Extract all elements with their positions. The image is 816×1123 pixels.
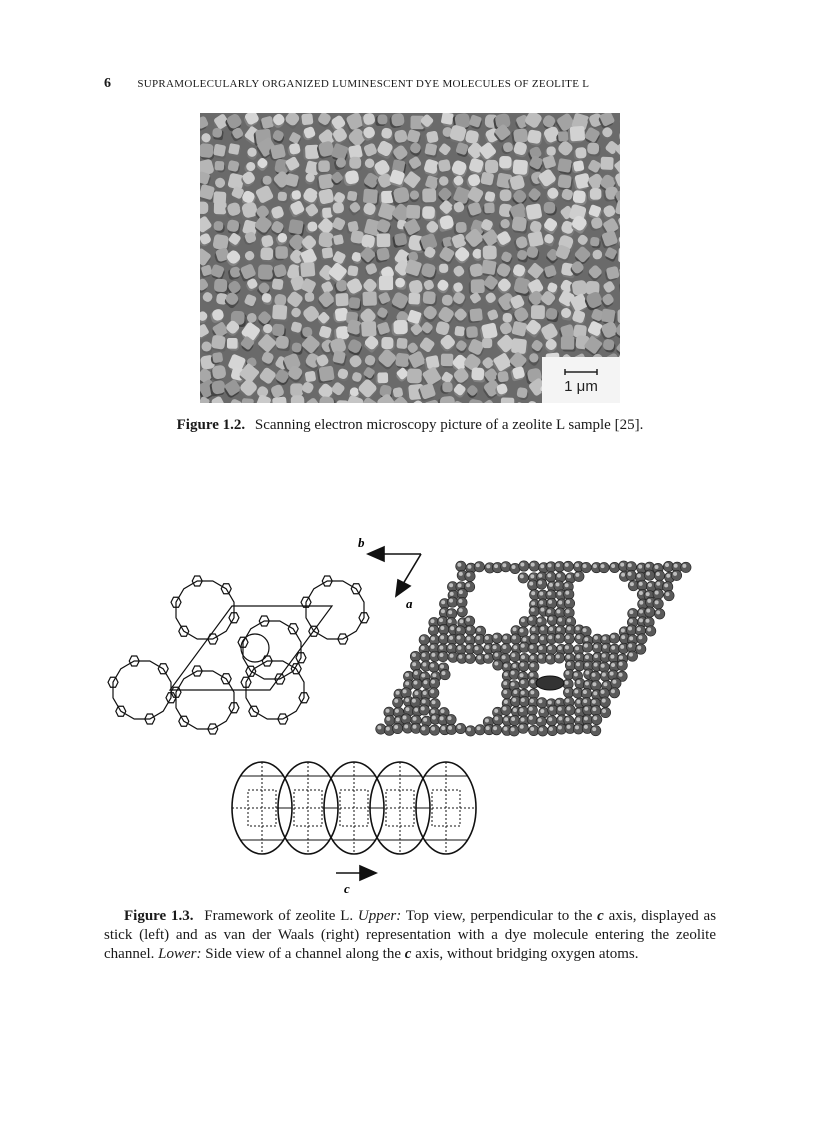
caption-part5: axis, without bridging oxygen atoms. <box>415 946 639 962</box>
axis-c-label: c <box>344 881 350 896</box>
axis-a-label: a <box>406 596 413 611</box>
figure-1-2-label: Figure 1.2. <box>176 417 246 433</box>
caption-part3: axis, displayed as stick (left) and as van der Waals (right) representation with a dye molecule entering the zeolite channel. <box>104 908 717 962</box>
channel-side-view <box>232 762 476 854</box>
caption-c-axis-1: c <box>597 908 604 924</box>
axis-b-label: b <box>358 535 365 550</box>
running-title: SUPRAMOLECULARLY ORGANIZED LUMINESCENT DYE MOLECULES OF ZEOLITE L <box>137 78 590 90</box>
stick-representation <box>108 576 369 734</box>
caption-upper: Upper: <box>357 908 402 924</box>
caption-part4: Side view of a channel along the <box>205 946 402 962</box>
scale-bar-label: 1 μm <box>564 378 598 395</box>
page-number: 6 <box>104 76 112 91</box>
figure-1-3-caption <box>104 907 716 964</box>
caption-part2: Top view, perpendicular to the <box>405 908 593 924</box>
caption-lower: Lower: <box>158 946 202 962</box>
figure-1-2-text: Scanning electron microscopy picture of a zeolite L sample [25]. <box>254 417 644 433</box>
axis-arrows <box>368 547 421 596</box>
vdw-representation <box>376 561 691 736</box>
caption-c-axis-2: c <box>404 946 412 962</box>
axis-c-arrow <box>336 866 376 880</box>
figure-1-3-label: Figure 1.3. <box>124 908 194 924</box>
caption-part1: Framework of zeolite L. <box>204 908 354 924</box>
